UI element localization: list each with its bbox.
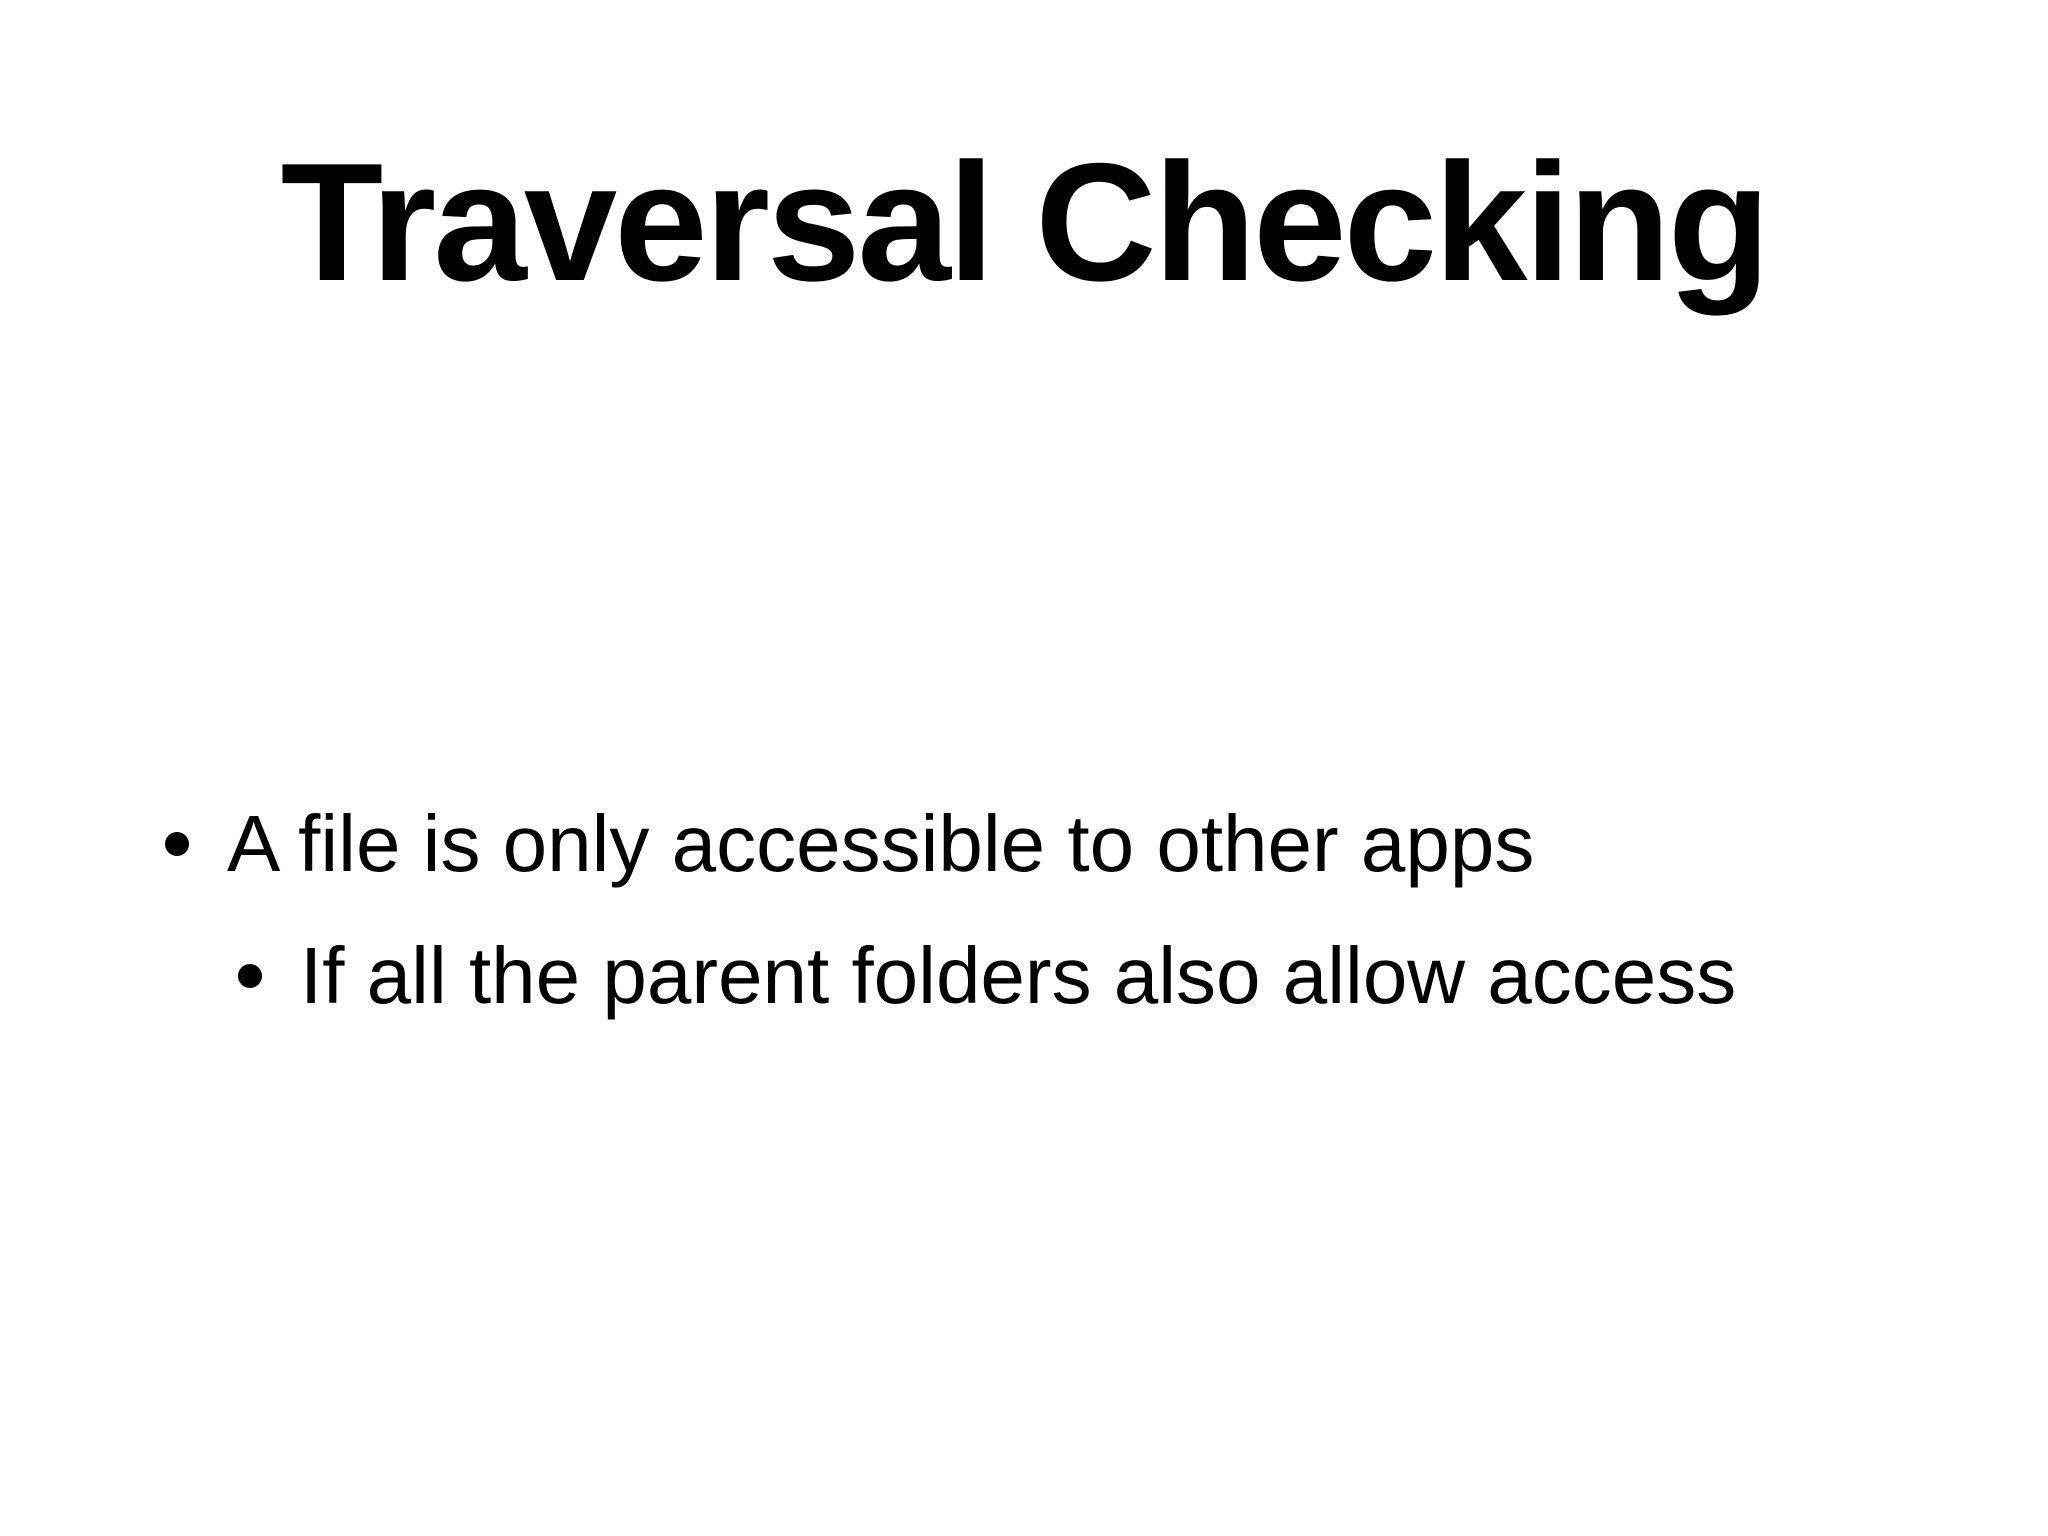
bullet-dot-icon: [165, 832, 189, 856]
sub-bullet-text: If all the parent folders also allow access: [300, 931, 1737, 1020]
bullet-item: [165, 800, 1534, 888]
slide-title: Traversal Checking: [280, 128, 1768, 316]
bullet-text: A file is only accessible to other apps: [227, 799, 1535, 888]
bullet-dot-icon: [238, 964, 262, 988]
sub-bullet-item: [238, 932, 1736, 1020]
